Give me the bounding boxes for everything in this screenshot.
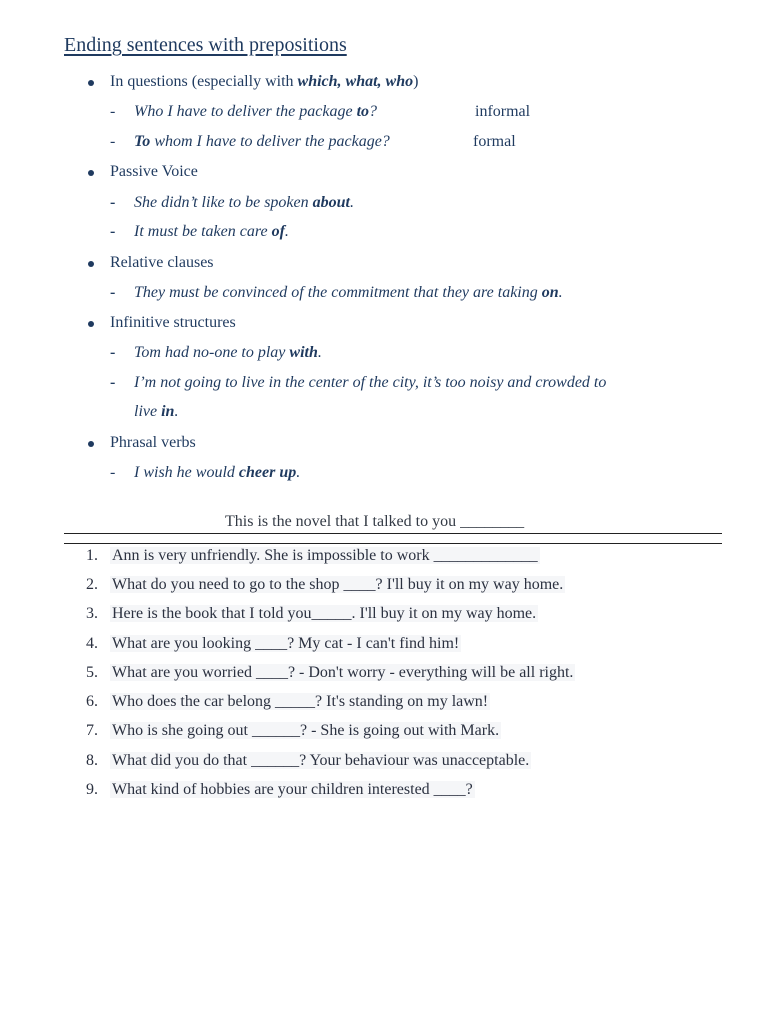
exercise-item: 1. Ann is very unfriendly. She is impossible to work _____________ xyxy=(86,547,538,564)
dash-marker: - xyxy=(110,223,116,240)
dash-marker: - xyxy=(110,464,116,481)
exercise-item: 2. What do you need to go to the shop ____? I'll buy it on my way home. xyxy=(86,576,564,593)
exercise-item: 9. What kind of hobbies are your children interested ____? xyxy=(86,781,473,798)
register-label: formal xyxy=(473,133,516,150)
divider-line xyxy=(64,543,722,544)
exercise-item: 5. What are you worried ____? - Don't worry - everything will be all right. xyxy=(86,664,574,681)
bullet-dot xyxy=(88,321,94,327)
example-sentence: They must be convinced of the commitment that they are taking on. xyxy=(134,284,563,301)
sample-sentence: This is the novel that I talked to you ________ xyxy=(225,513,525,530)
register-label: informal xyxy=(475,103,531,120)
dash-marker: - xyxy=(110,284,116,301)
exercise-item: 4. What are you looking ____? My cat - I can't find him! xyxy=(86,635,460,652)
example-sentence: I wish he would cheer up. xyxy=(134,464,301,481)
exercise-item: 3. Here is the book that I told you_____. I'll buy it on my way home. xyxy=(86,605,537,622)
example-sentence: It must be taken care of. xyxy=(134,223,289,240)
exercise-item: 7. Who is she going out ______? - She is going out with Mark. xyxy=(86,722,500,739)
example-sentence: To whom I have to deliver the package? xyxy=(134,133,390,150)
dash-marker: - xyxy=(110,374,116,391)
example-sentence-continued: live in. xyxy=(134,403,179,420)
bullet-dot xyxy=(88,170,94,176)
example-sentence: Tom had no-one to play with. xyxy=(134,344,322,361)
bullet-dot xyxy=(88,441,94,447)
bullet-dot xyxy=(88,80,94,86)
example-sentence: She didn’t like to be spoken about. xyxy=(134,194,354,211)
dash-marker: - xyxy=(110,344,116,361)
dash-marker: - xyxy=(110,103,116,120)
section-heading: Passive Voice xyxy=(110,163,198,180)
section-heading: In questions (especially with which, what, who) xyxy=(110,73,419,90)
page-title: Ending sentences with prepositions xyxy=(64,34,347,56)
dash-marker: - xyxy=(110,194,116,211)
exercise-item: 6. Who does the car belong _____? It's standing on my lawn! xyxy=(86,693,489,710)
divider-line xyxy=(64,533,722,534)
example-sentence: I’m not going to live in the center of the city, it’s too noisy and crowded to xyxy=(134,374,607,391)
example-sentence: Who I have to deliver the package to? xyxy=(134,103,378,120)
exercise-item: 8. What did you do that ______? Your behaviour was unacceptable. xyxy=(86,752,530,769)
section-heading: Infinitive structures xyxy=(110,314,236,331)
dash-marker: - xyxy=(110,133,116,150)
section-heading: Phrasal verbs xyxy=(110,434,196,451)
bullet-dot xyxy=(88,261,94,267)
section-heading: Relative clauses xyxy=(110,254,214,271)
